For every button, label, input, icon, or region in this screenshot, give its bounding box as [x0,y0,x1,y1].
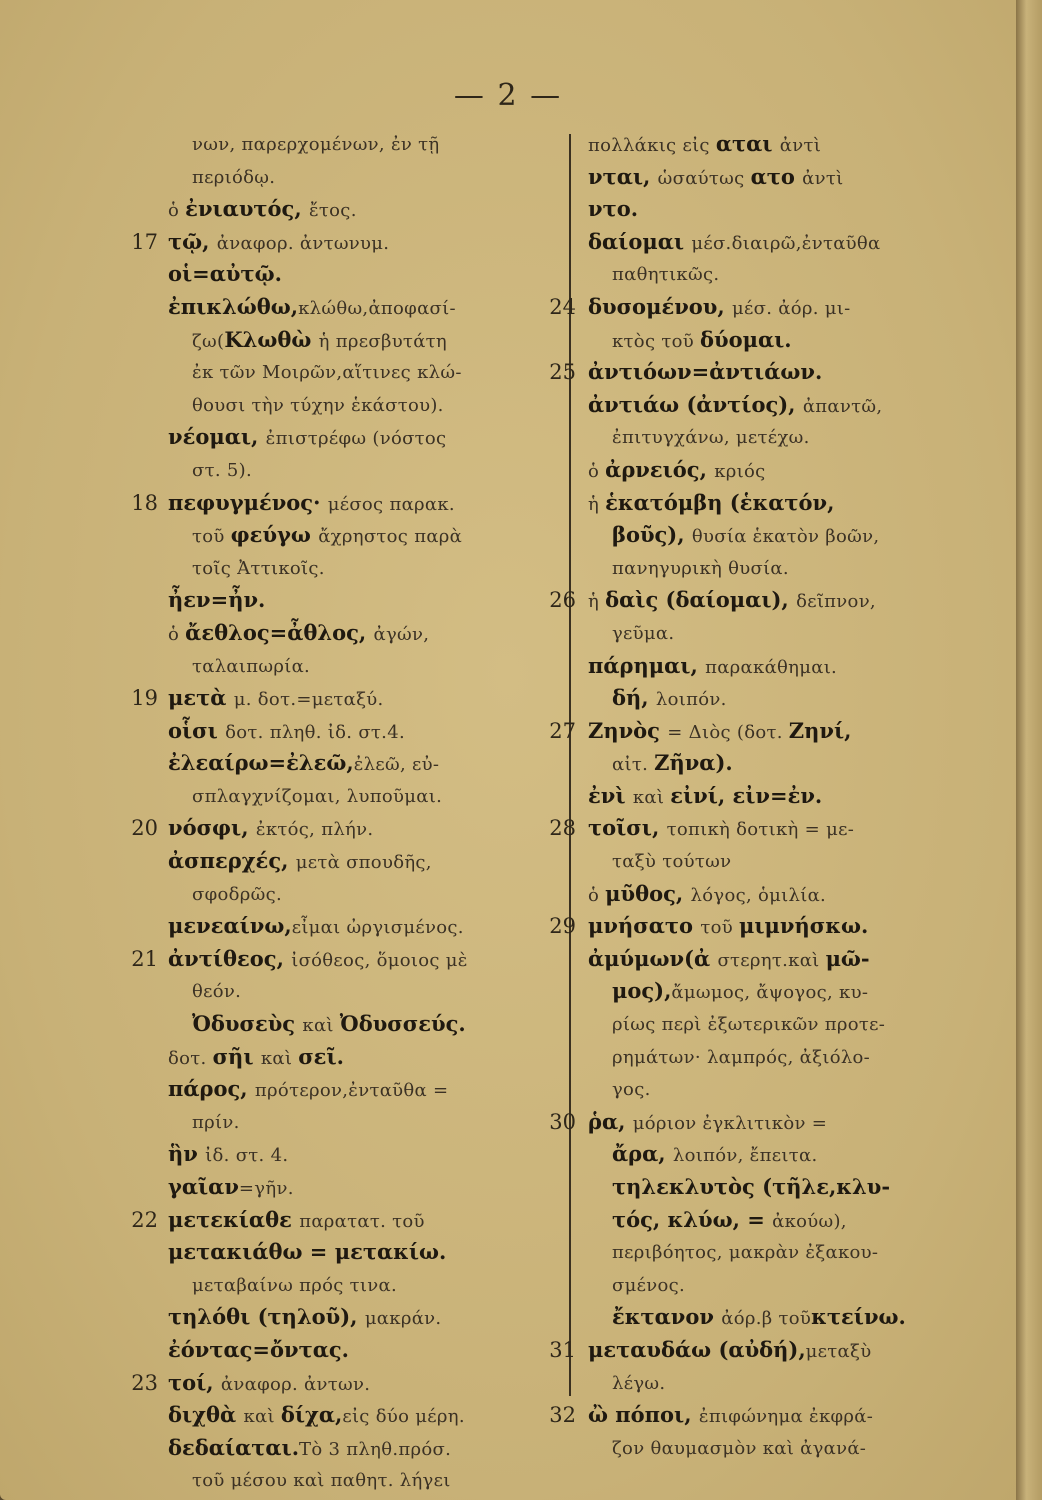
gloss-text: ζω( [192,330,225,352]
headword: τῷ, [168,228,217,254]
gloss-line [549,356,980,389]
gloss-line [588,1301,980,1334]
verse-number: 29 [549,914,576,939]
headword: τοῖσι, [588,815,667,841]
headword: Ζῆνα). [654,750,733,776]
headword: δαίομαι [588,228,692,254]
gloss-line [588,193,980,226]
gloss-text: λόγος, ὁμιλία. [690,884,827,906]
headword: ἄρα, [612,1141,673,1167]
gloss-text: ὡσαύτως [657,167,751,189]
headword: Ὀδυσσεύς. [339,1011,466,1037]
gloss-line [588,161,980,194]
gloss-line [168,193,556,226]
gloss-text: καὶ [632,786,671,808]
gloss-line [131,226,556,259]
left-column [131,128,556,1497]
headword: τηλεκλυτὸς (τῆλε,κλυ- [612,1174,891,1199]
headword: εἰνί, εἰν=ἐν. [670,782,823,808]
verse-number: 20 [131,816,158,841]
headword: φεύγω [230,522,319,548]
gloss-line [168,1269,556,1302]
gloss-line [131,682,556,715]
gloss-line [588,650,980,683]
headword: ἣν [168,1141,206,1167]
headword: δίχα, [280,1402,343,1428]
gloss-line [549,1106,980,1139]
gloss-text: ἀναφορ. ἀντων. [220,1373,371,1395]
gloss-line [588,845,980,878]
headword: νται, [588,163,658,189]
gloss-text: ἐπιφώνημα ἐκφρά- [698,1406,874,1428]
gloss-line [588,1073,980,1106]
gloss-text: ζον θαυμασμὸν καὶ ἀγανά- [612,1437,867,1459]
gloss-line [168,1073,556,1106]
headword: πάρημαι, [588,652,706,678]
gloss-text: αἰτ. [612,754,655,776]
gloss-line [549,910,980,943]
headword: ἐόντας=ὄντας. [168,1336,349,1362]
gloss-text: εἶμαι ὠργισμένος. [291,917,464,939]
gloss-text: γος. [612,1079,651,1101]
headword: Ὀδυσεὺς [192,1011,303,1037]
headword: ἦεν=ἦν. [168,587,266,613]
gloss-text: παρατατ. τοῦ [299,1210,425,1232]
headword: πεφυγμένος· [168,489,328,515]
headword: διχθὰ [168,1402,244,1428]
headword: δαὶς (δαίομαι), [605,587,797,613]
gloss-line [588,1138,980,1171]
headword: τός, κλύω, = [612,1206,773,1232]
gloss-text: =γῆν. [238,1178,294,1199]
headword: ῥα, [588,1108,633,1134]
gloss-line [168,975,556,1008]
headword: ἀμύμων(ἀ [588,945,718,971]
verse-number: 28 [549,816,576,841]
gloss-text: ἰδ. στ. 4. [205,1145,289,1167]
gloss-text: περιόδῳ. [192,166,276,188]
gloss-text: νων, παρερχομένων, ἐν τῇ [192,134,440,155]
gloss-line [549,291,980,324]
gloss-line [588,421,980,454]
gloss-text: σμένος. [612,1274,685,1296]
gloss-line [588,1204,980,1237]
gloss-line [168,747,556,780]
gloss-text: ὁ [588,884,606,906]
gloss-line [588,780,980,813]
gloss-text: ἡ πρεσβυτάτη [318,330,447,352]
gloss-line [168,780,556,813]
gloss-line [168,552,556,585]
verse-number: 18 [131,490,158,515]
gloss-line [168,1171,556,1204]
gloss-line [588,682,980,715]
headword: σεῖ. [298,1043,344,1069]
headword: ἀντίθεος, [168,945,292,971]
headword: τοί, [168,1369,221,1395]
gloss-line [588,1008,980,1041]
gloss-line [168,291,556,324]
gloss-line [588,975,980,1008]
headword: ἔκτανον [612,1304,722,1330]
headword: νόσφι, [168,815,256,841]
gloss-text: μετὰ σπουδῆς, [295,852,432,874]
gloss-text: ἀγών, [373,623,430,645]
gloss-line [168,1008,556,1041]
headword: μενεαίνω, [168,913,292,939]
gloss-text: ἀόρ.β τοῦ [721,1308,812,1330]
headword: ντο. [588,196,639,222]
verse-number: 32 [549,1403,576,1428]
headword: Ζηνὸς [588,717,668,743]
gloss-text: πανηγυρικὴ θυσία. [612,557,789,579]
gloss-text: ἐκ τῶν Μοιρῶν,αἵτινες κλώ- [192,362,462,384]
headword: ἄεθλος=ἆθλος, [185,619,374,645]
headword: μνήσατο [588,913,701,939]
headword: αται [715,131,780,156]
headword: μεταυδάω (αὐδή), [588,1336,806,1362]
verse-number: 31 [549,1337,576,1362]
gloss-line [588,324,980,357]
gloss-text: ἀναφορ. ἀντωνυμ. [216,232,390,254]
gloss-text: τοπικὴ δοτικὴ = με- [666,819,855,841]
headword: δυσομένου, [588,293,732,319]
gloss-line [168,910,556,943]
gloss-line [588,1171,980,1204]
gloss-line [588,454,980,487]
gloss-text: ἄχρηστος παρὰ [318,526,463,548]
gloss-line [131,812,556,845]
gloss-text: μ. δοτ.=μεταξύ. [233,689,384,711]
headword: βοῦς), [612,522,692,548]
gloss-line [549,812,980,845]
headword: ατο [750,163,803,189]
headword: κτείνω. [811,1304,906,1330]
gloss-line [168,1106,556,1139]
gloss-line [588,747,980,780]
gloss-text: ἐκτός, πλήν. [255,819,374,841]
gloss-line [168,1138,556,1171]
verse-number: 17 [131,229,158,254]
gloss-text: θεόν. [192,981,242,1003]
headword: μῦθος, [605,880,691,906]
gloss-text: ἀντὶ [802,167,844,189]
gloss-text: μακράν. [364,1308,442,1330]
headword: ἀντιόων=ἀντιάων. [588,359,823,385]
gloss-line [549,584,980,617]
headword: τηλόθι (τηλοῦ), [168,1304,365,1330]
verse-number: 22 [131,1207,158,1232]
gloss-text: πρότερον,ἐνταῦθα = [254,1080,449,1102]
gloss-text: ὁ [588,460,606,482]
verse-number: 24 [549,294,576,319]
gloss-line [168,650,556,683]
gloss-line [588,389,980,422]
gloss-text: = Διὸς (δοτ. [667,721,789,743]
headword: ἀρνειός, [605,456,715,482]
headword: νέομαι, [168,424,266,450]
headword: μετεκίαθε [168,1206,300,1232]
verse-number: 27 [549,718,576,743]
gloss-line [588,487,980,520]
gloss-text: στ. 5). [192,459,252,481]
gloss-line [588,258,980,291]
gloss-text: λοιπόν. [655,689,727,711]
gloss-line [168,324,556,357]
gloss-text: ἐπιτυγχάνω, μετέχω. [612,427,810,449]
gloss-line [588,878,980,911]
verse-number: 26 [549,588,576,613]
gloss-text: λοιπόν, ἔπειτα. [672,1145,818,1167]
gloss-text: λέγω. [612,1372,666,1394]
headword: μετακιάθω = μετακίω. [168,1239,447,1265]
headword: ἀντιάω (ἀντίος), [588,391,803,417]
headword: μετὰ [168,685,234,711]
gloss-text: ταλαιπωρία. [192,655,311,677]
gloss-text: Τὸ 3 πληθ.πρόσ. [299,1438,452,1460]
gloss-line [588,1432,980,1465]
verse-number: 21 [131,946,158,971]
gloss-line [588,1236,980,1269]
headword: Ζηνί, [788,717,852,743]
headword: μιμνήσκω. [738,913,869,939]
gloss-text: μεταβαίνω πρός τινα. [192,1274,397,1296]
gloss-text: ἐπιστρέφω (νόστος [265,428,447,450]
gloss-text: ἐλεῶ, εὐ- [353,754,440,776]
headword: ἐπικλώθω, [168,293,299,319]
gloss-text: ἀπαντῶ, [802,395,883,417]
gloss-text: ταξὺ τούτων [612,851,732,873]
gloss-text: γεῦμα. [612,622,675,644]
headword: Κλωθὼ [224,326,319,352]
gloss-line [168,1301,556,1334]
gloss-text: ἰσόθεος, ὅμοιος μὲ [291,949,468,971]
gloss-text: καὶ [302,1015,340,1037]
gloss-text: θουσι τὴν τύχην ἑκάστου). [192,394,444,416]
gloss-line [168,584,556,617]
gloss-text: καὶ [243,1406,281,1428]
gloss-line [131,943,556,976]
gloss-text: ἀκούω), [772,1210,847,1232]
gloss-text: δοτ. [168,1047,213,1069]
gloss-text: μέσ. ἀόρ. μι- [731,297,851,319]
headword: πάρος, [168,1076,255,1102]
gloss-line [588,1041,980,1074]
book-spine [1016,0,1042,1500]
gloss-line [588,1269,980,1302]
gloss-line [549,1334,980,1367]
gloss-line [168,1432,556,1465]
gloss-line [168,389,556,422]
headword: γαῖαν [168,1174,239,1199]
gloss-text: κλώθω,ἀποφασί- [298,297,456,319]
gloss-line [168,128,556,161]
gloss-text: δοτ. πληθ. ἰδ. στ.4. [225,721,405,743]
headword: δή, [612,685,656,711]
gloss-line [168,845,556,878]
gloss-line [549,1399,980,1432]
headword: δύομαι. [700,326,792,352]
gloss-text: δεῖπνον, [796,591,876,613]
right-column [549,128,980,1464]
headword: οἷσι [168,717,226,743]
gloss-line [131,487,556,520]
verse-number: 23 [131,1370,158,1395]
gloss-text: σπλαγχνίζομαι, λυποῦμαι. [192,785,443,807]
headword: δεδαίαται. [168,1434,300,1460]
gloss-text: τοῦ μέσου καὶ παθητ. λήγει [192,1470,451,1492]
verse-number: 30 [549,1109,576,1134]
headword: μῶ- [825,945,870,971]
verse-number: 25 [549,360,576,385]
gloss-line [588,617,980,650]
gloss-text: ἄμωμος, ἄψογος, κυ- [671,982,869,1004]
gloss-line [168,715,556,748]
gloss-text: θυσία ἑκατὸν βοῶν, [691,526,880,548]
gloss-line [168,421,556,454]
gloss-text: μόριον ἐγκλιτικὸν = [632,1112,828,1134]
headword: ἐνὶ [588,782,633,808]
gloss-line [168,1399,556,1432]
headword: ὢ πόποι, [588,1402,699,1428]
gloss-text: ὁ [168,623,186,645]
gloss-text: τοῦ [192,526,231,548]
gloss-text: μέσ.διαιρῶ,ἐνταῦθα [691,232,881,254]
gloss-line [588,519,980,552]
gloss-text: ἡ [588,493,606,515]
gloss-line [168,1464,556,1497]
gloss-text: ρίως περὶ ἐξωτερικῶν προτε- [612,1014,886,1036]
gloss-text: ἀντὶ [779,135,822,156]
headword: ἐνιαυτός, [185,196,309,222]
gloss-line [168,878,556,911]
gloss-text: σφοδρῶς. [192,883,283,905]
gloss-line [131,1367,556,1400]
gloss-line [168,1041,556,1074]
headword: ἐλεαίρω=ἐλεῶ, [168,750,354,776]
gloss-text: ρημάτων· λαμπρός, ἀξιόλο- [612,1046,871,1068]
gloss-line [168,617,556,650]
gloss-line [168,258,556,291]
gloss-line [168,454,556,487]
gloss-text: ὁ [168,200,186,222]
gloss-text: στερητ.καὶ [717,949,826,971]
gloss-text: πολλάκις εἰς [588,135,716,156]
gloss-text: τοῦ [700,917,739,939]
gloss-text: καὶ [260,1047,299,1069]
gloss-line [588,128,980,161]
page-number: — 2 — [453,78,563,113]
gloss-text: παθητικῶς. [612,264,720,286]
gloss-line [588,226,980,259]
headword: μος), [612,978,672,1004]
gloss-text: πρίν. [192,1111,240,1133]
gloss-text: περιβόητος, μακρὰν ἐξακου- [612,1242,879,1264]
headword: ἑκατόμβη (ἑκατόν, [605,489,835,515]
gloss-text: κριός [714,460,766,482]
verse-number: 19 [131,686,158,711]
gloss-text: εἰς δύο μέρη. [342,1406,465,1428]
headword: σῆι [212,1043,261,1069]
gloss-line [549,715,980,748]
gloss-line [131,1204,556,1237]
gloss-text: κτὸς τοῦ [612,330,701,352]
gloss-line [168,1334,556,1367]
gloss-text: ἔτος. [308,200,357,222]
gloss-line [168,1236,556,1269]
gloss-line [168,356,556,389]
gloss-line [588,552,980,585]
gloss-line [168,519,556,552]
gloss-text: μέσος παρακ. [327,493,455,515]
gloss-text: παρακάθημαι. [705,656,838,678]
gloss-line [168,161,556,194]
gloss-line [588,943,980,976]
headword: οἱ=αὐτῷ. [168,261,282,287]
gloss-line [588,1367,980,1400]
gloss-text: ἡ [588,591,606,613]
gloss-text: μεταξὺ [805,1340,872,1362]
gloss-text: τοῖς Ἀττικοῖς. [192,557,325,579]
headword: ἀσπερχές, [168,848,296,874]
